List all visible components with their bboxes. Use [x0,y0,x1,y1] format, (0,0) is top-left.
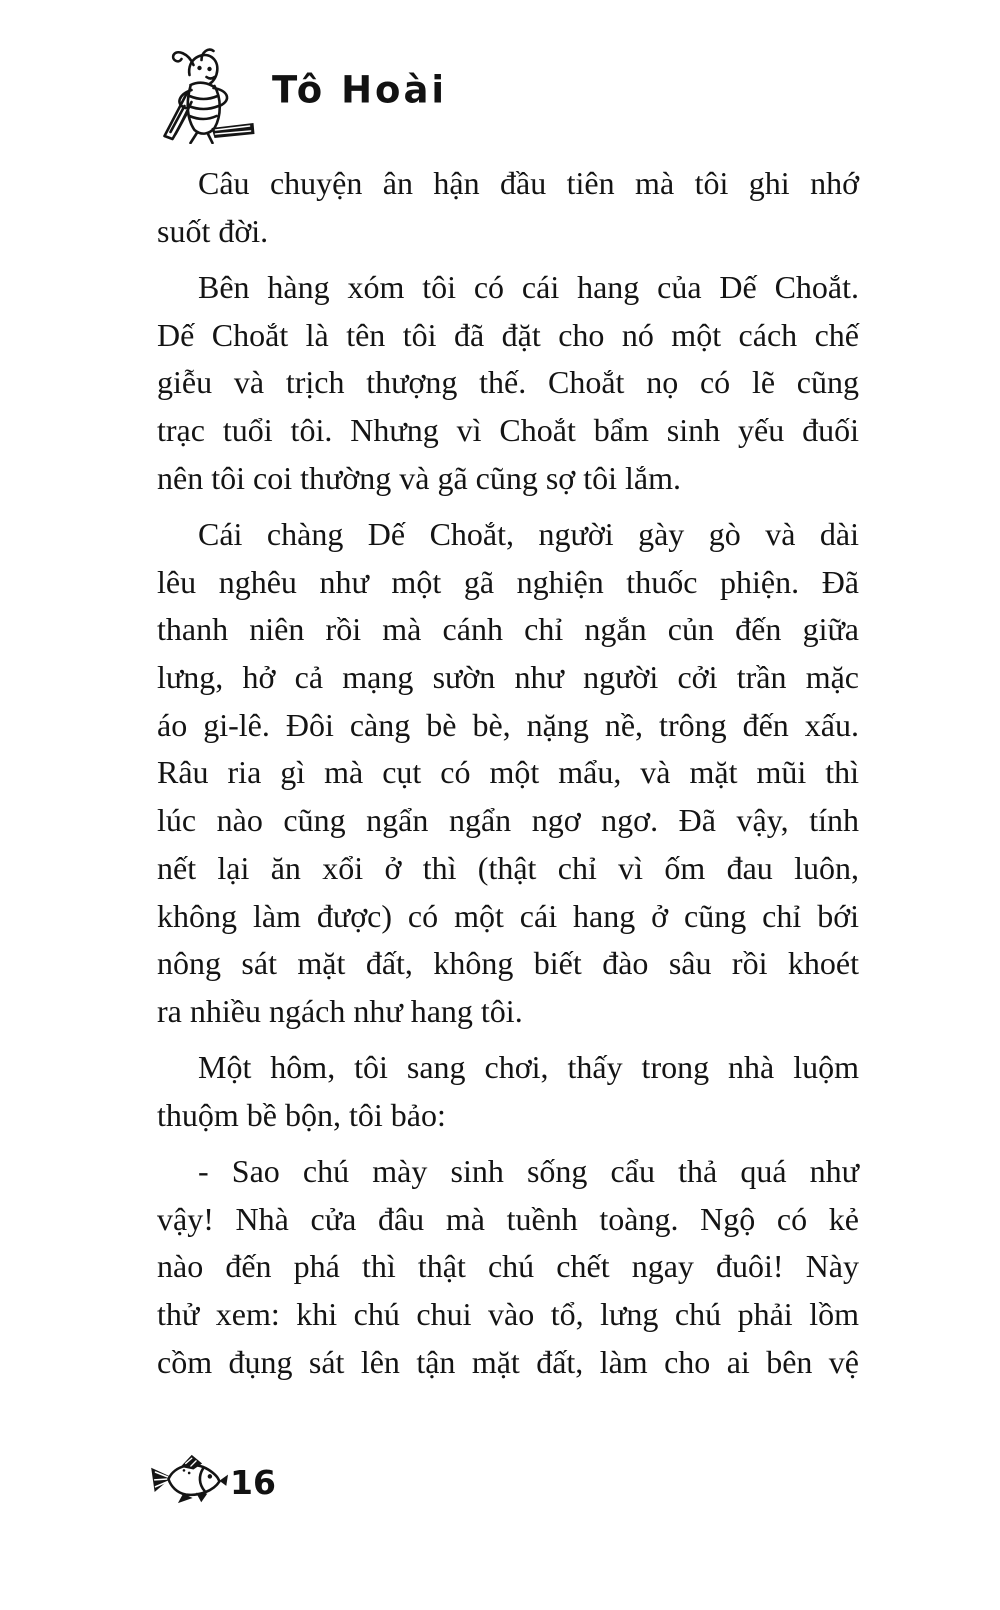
paragraph [157,1148,859,1387]
text-line: suốt đời. [157,212,269,249]
text-line: lưng, hở cả mạng sườn như người cởi trần mặc [157,659,859,696]
text-line: lúc nào cũng ngẩn ngẩn ngơ ngơ. Đã vậy, tính [157,802,859,839]
paragraph [157,1044,859,1139]
text-line: ra nhiều ngách như hang tôi. [157,992,523,1029]
text-line: vậy! Nhà cửa đâu mà tuềnh toàng. Ngộ có kẻ [157,1200,859,1237]
text-line: thanh niên rồi mà cánh chỉ ngắn củn đến giữa [157,611,859,648]
text-line: nông sát mặt đất, không biết đào sâu rồi khoét [157,945,859,982]
page-header [150,44,447,144]
text-line: áo gi-lê. Đôi càng bè bè, nặng nề, trông đến xấu. [157,706,859,743]
text-line: Câu chuyện ân hận đầu tiên mà tôi ghi nhớ [198,165,859,201]
text-line: Bên hàng xóm tôi có cái hang của Dế Choắt. [198,268,859,305]
text-line: nào đến phá thì thật chú chết ngay đuôi! Này [157,1248,859,1285]
text-line: lêu nghêu như một gã nghiện thuốc phiện. Đã [157,563,859,600]
page-footer [146,1450,276,1508]
text-line: trạc tuổi tôi. Nhưng vì Choắt bẩm sinh yếu đuối [157,412,859,449]
fish-icon [146,1450,228,1508]
text-line: nết lại ăn xổi ở thì (thật chỉ vì ốm đau luôn, [157,849,859,886]
text-line: thuộm bề bộn, tôi bảo: [157,1096,446,1133]
text-line: Một hôm, tôi sang chơi, thấy trong nhà luộm [198,1049,859,1086]
text-line: giễu và trịch thượng thế. Choắt nọ có lẽ cũng [157,364,859,401]
page-body [157,160,859,1387]
paragraph [157,511,859,1036]
text-line: - Sao chú mày sinh sống cẩu thả quá như [198,1153,859,1190]
paragraph [157,264,859,503]
text-line: không làm được) có một cái hang ở cũng chỉ bới [157,897,859,934]
text-line: thử xem: khi chú chui vào tổ, lưng chú phải lồm [157,1296,859,1333]
text-line: Dế Choắt là tên tôi đã đặt cho nó một cách chế [157,316,859,353]
page-number: 16 [230,1462,276,1502]
paragraph [157,160,859,255]
text-line: nên tôi coi thường và gã cũng sợ tôi lắm. [157,459,681,496]
text-line: Cái chàng Dế Choắt, người gày gò và dài [198,515,859,552]
text-line: Râu ria gì mà cụt có một mẩu, và mặt mũi thì [157,754,859,791]
text-line: cồm đụng sát lên tận mặt đất, làm cho ai bên vệ [157,1343,859,1380]
author-name: Tô Hoài [272,67,448,112]
cricket-icon [150,44,258,144]
